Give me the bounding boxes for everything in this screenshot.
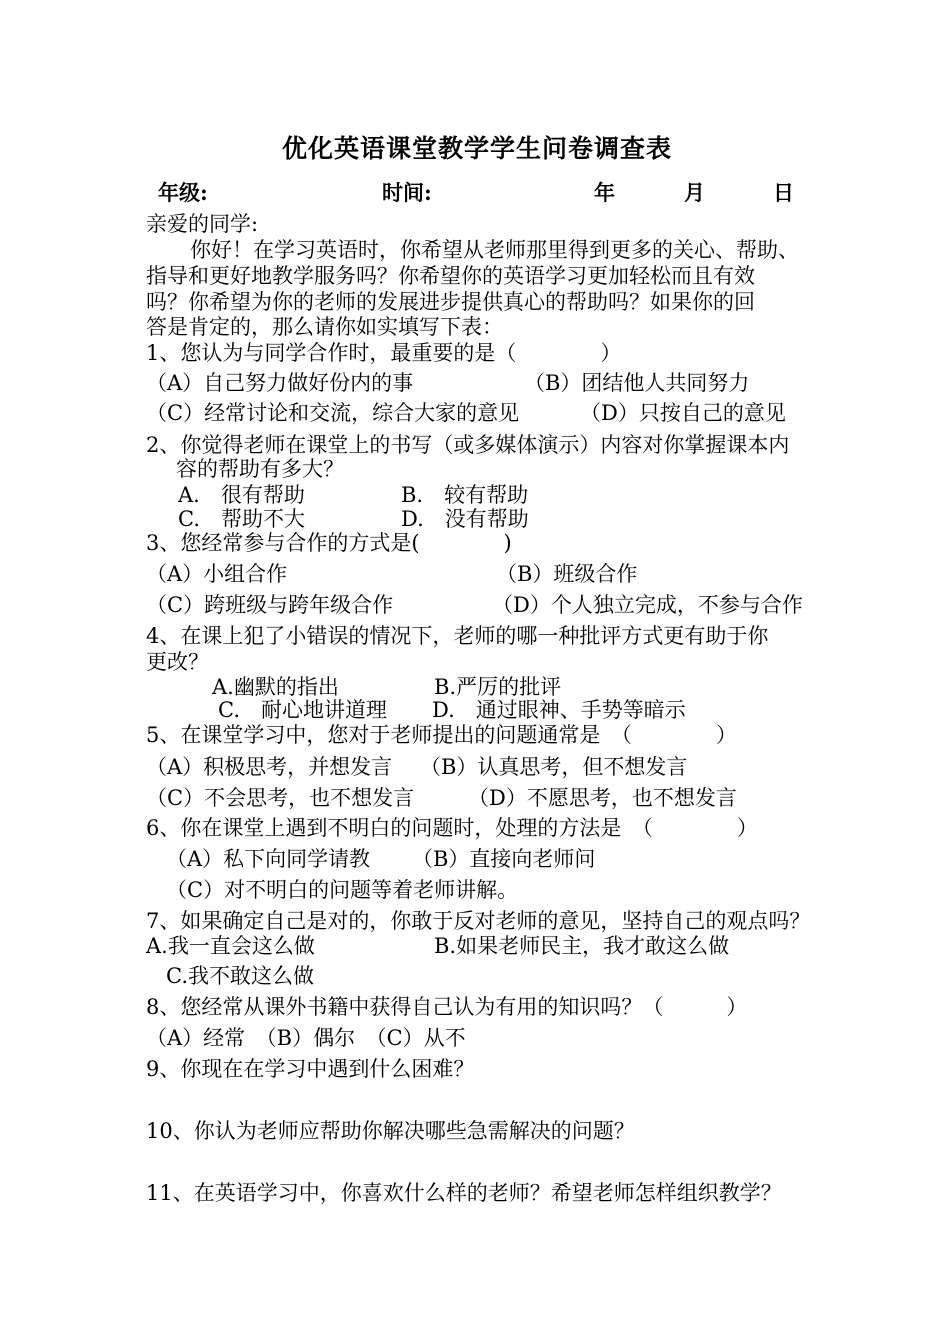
month-label: 月 (684, 180, 705, 205)
day-label: 日 (773, 180, 794, 205)
intro-line-1: 你好！在学习英语时，你希望从老师那里得到更多的关心、帮助、 (190, 238, 799, 262)
q11-text: 11、在英语学习中，你喜欢什么样的老师？希望老师怎样组织教学？ (146, 1181, 782, 1205)
q5-text: 5、在课堂学习中，您对于老师提出的问题通常是 （ ） (146, 723, 737, 747)
q4-line-2: 更改？ (146, 650, 209, 674)
document-title: 优化英语课堂教学学生问卷调查表 (282, 134, 673, 163)
q1-option-b: （B）团结他人共同努力 (524, 371, 750, 395)
q5-option-c: （C）不会思考，也不想发言 (146, 786, 415, 810)
q4-option-c: C. 耐心地讲道理 (218, 698, 387, 722)
intro-line-3: 吗？你希望为你的老师的发展进步提供真心的帮助吗？如果你的回 (146, 290, 755, 314)
greeting: 亲爱的同学: (146, 212, 259, 236)
q4-option-d: D. 通过眼神、手势等暗示 (432, 698, 686, 722)
grade-label: 年级: (158, 180, 208, 205)
q6-option-c: （C）对不明白的问题等着老师讲解。 (166, 878, 519, 902)
q8-text: 8、您经常从课外书籍中获得自己认为有用的知识吗？（ ） (146, 995, 748, 1019)
q4-option-b: B.严厉的批评 (434, 675, 562, 699)
q4-line-1: 4、在课上犯了小错误的情况下，老师的哪一种批评方式更有助于你 (146, 624, 769, 648)
q8-options: （A）经常 （B）偶尔 （C）从不 (146, 1026, 466, 1050)
q3-option-a: （A）小组合作 (146, 562, 288, 586)
q3-option-c: （C）跨班级与跨年级合作 (146, 593, 394, 617)
q9-text: 9、你现在在学习中遇到什么困难？ (146, 1057, 475, 1081)
q3-text: 3、您经常参与合作的方式是( ) (146, 531, 512, 555)
q4-option-a: A.幽默的指出 (212, 675, 339, 699)
q1-text: 1、您认为与同学合作时，最重要的是（ ） (146, 341, 622, 365)
time-label: 时间: (382, 180, 432, 205)
q6-option-b: （B）直接向老师问 (412, 847, 596, 871)
q7-text: 7、如果确定自己是对的，你敢于反对老师的意见，坚持自己的观点吗？ (146, 909, 811, 933)
q6-option-a: （A）私下向同学请教 (166, 847, 371, 871)
intro-line-2: 指导和更好地教学服务吗？你希望你的英语学习更加轻松而且有效 (146, 264, 755, 288)
q10-text: 10、你认为老师应帮助你解决哪些急需解决的问题？ (146, 1119, 635, 1143)
q7-option-a: A.我一直会这么做 (146, 934, 315, 958)
q1-option-d: （D）只按自己的意见 (580, 401, 786, 425)
q7-option-c: C.我不敢这么做 (166, 964, 314, 988)
q7-option-b: B.如果老师民主，我才敢这么做 (434, 934, 730, 958)
q5-option-d: （D）不愿思考，也不想发言 (468, 786, 737, 810)
q2-option-d: D. 没有帮助 (401, 507, 529, 531)
q1-option-a: （A）自己努力做好份内的事 (146, 371, 414, 395)
year-label: 年 (594, 180, 615, 205)
q5-option-b: （B）认真思考，但不想发言 (420, 755, 688, 779)
q2-option-a: A. 很有帮助 (178, 483, 305, 507)
q3-option-b: （B）班级合作 (496, 562, 638, 586)
q2-line-2: 容的帮助有多大？ (176, 457, 344, 481)
q6-text: 6、你在课堂上遇到不明白的问题时，处理的方法是 （ ） (146, 816, 758, 840)
intro-line-4: 答是肯定的，那么请你如实填写下表： (146, 315, 503, 339)
q3-option-d: （D）个人独立完成，不参与合作 (492, 593, 803, 617)
q2-option-c: C. 帮助不大 (178, 507, 305, 531)
q2-option-b: B. 较有帮助 (401, 483, 529, 507)
q1-option-c: （C）经常讨论和交流，综合大家的意见 (146, 401, 520, 425)
q5-option-a: （A）积极思考，并想发言 (146, 755, 393, 779)
q2-line-1: 2、你觉得老师在课堂上的书写（或多媒体演示）内容对你掌握课本内 (146, 433, 790, 457)
